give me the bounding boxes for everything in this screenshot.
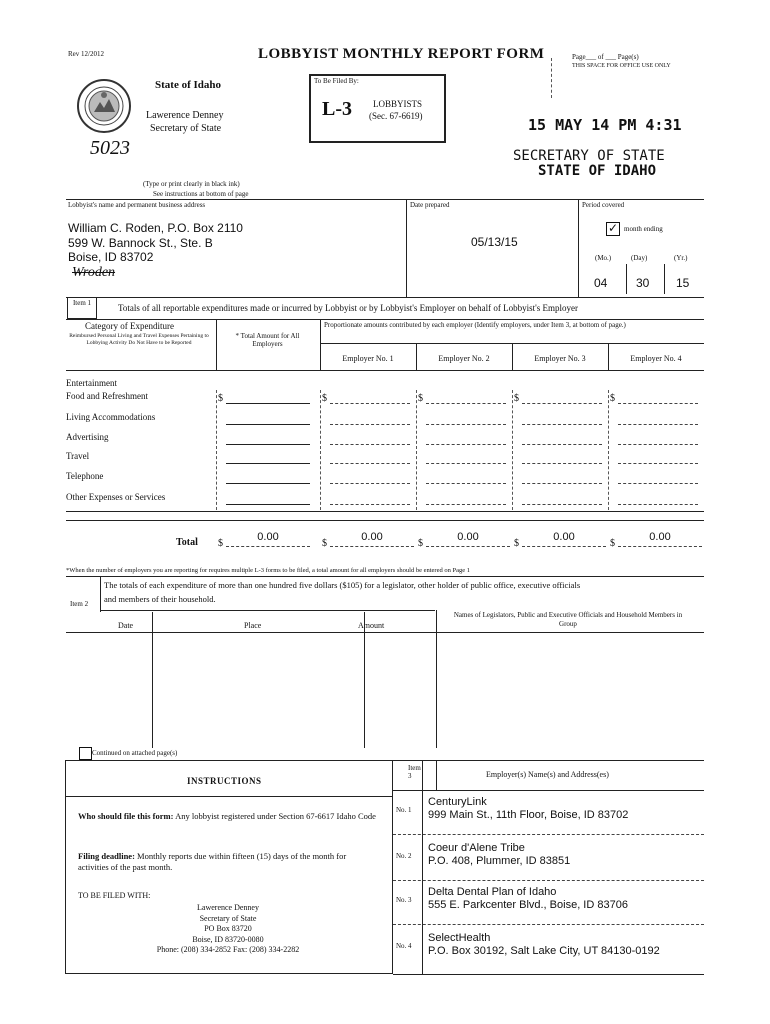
amount-field[interactable] <box>618 463 698 464</box>
amount-field[interactable] <box>426 483 506 484</box>
item2-heading-2: and members of their household. <box>104 594 216 604</box>
amount-field[interactable] <box>426 424 506 425</box>
amount-field[interactable] <box>618 424 698 425</box>
handwritten-file-number: 5023 <box>90 137 130 159</box>
employer-address[interactable]: 999 Main St., 11th Floor, Boise, ID 83702 <box>428 809 629 821</box>
secretary-name: Lawerence Denney <box>146 110 224 121</box>
instructions-note: See instructions at bottom of page <box>153 190 249 198</box>
item2-heading-1: The totals of each expenditure of more than one hundred five dollars ($105) for a legislator, other holder of public office, executive officials <box>104 580 581 590</box>
month-ending-checkbox[interactable]: ✓ <box>607 221 619 235</box>
item1-heading: Totals of all reportable expenditures made or incurred by Lobbyist or by Lobbyist's Employer on behalf of Lobbyist's Employer <box>118 303 579 313</box>
category-food-and-refreshment: Food and Refreshment <box>66 391 148 401</box>
date-prepared-label: Date prepared <box>410 201 450 209</box>
amount-field[interactable] <box>618 444 698 445</box>
dollar-sign: $ <box>514 393 519 404</box>
total-amount-header: * Total Amount for All Employers <box>235 332 300 348</box>
lobbyist-street-line: 599 W. Bannock St., Ste. B <box>68 236 213 250</box>
multi-employer-footnote: *When the number of employers you are reporting for requires multiple L-3 forms to be filed, a total amount for all employers should be entered on Page 1 <box>66 567 470 574</box>
amount-field[interactable] <box>330 483 410 484</box>
amount-field[interactable] <box>426 403 506 404</box>
continued-checkbox[interactable] <box>79 747 92 760</box>
total-dollar-sign: $ <box>610 538 615 549</box>
period-year[interactable]: 15 <box>676 276 690 290</box>
filing-deadline-text: Monthly reports due within fifteen (15) days of the month for activities of the past month. <box>78 851 347 872</box>
lobbyist-address-label: Lobbyist's name and permanent business address <box>68 201 206 209</box>
category-telephone: Telephone <box>66 471 104 481</box>
lobbyist-city-line: Boise, ID 83702 <box>68 250 154 264</box>
category-note: Reimbursed Personal Living and Travel Expenses Pertaining to Lobbying Activity Do Not Have to be Reported <box>69 333 209 346</box>
category-travel: Travel <box>66 451 90 461</box>
dollar-sign: $ <box>610 393 615 404</box>
who-files-text: Any lobbyist registered under Section 67-6617 Idaho Code <box>175 811 376 821</box>
continued-label: Continued on attached page(s) <box>92 749 178 757</box>
filed-with-title: Secretary of State <box>199 913 257 923</box>
filed-with-phone: Phone: (208) 334-2852 Fax: (208) 334-2282 <box>156 945 300 954</box>
amount-field[interactable] <box>426 504 506 505</box>
instructions-title: INSTRUCTIONS <box>187 776 262 786</box>
form-type: LOBBYISTS <box>373 99 423 109</box>
employer-number: No. 1 <box>396 806 412 814</box>
received-stamp-office: SECRETARY OF STATE <box>513 148 665 164</box>
amount-field[interactable] <box>618 483 698 484</box>
amount-field[interactable] <box>522 424 602 425</box>
month-col-label: (Mo.) <box>595 254 612 262</box>
amount-field[interactable] <box>618 504 698 505</box>
item2-col-amount: Amount <box>358 621 385 630</box>
amount-field[interactable] <box>522 463 602 464</box>
dollar-sign: $ <box>418 393 423 404</box>
amount-field[interactable] <box>330 463 410 464</box>
item2-col-date: Date <box>118 621 134 630</box>
month-ending-label: month ending <box>624 225 663 233</box>
filed-with-box: PO Box 83720 <box>204 924 252 933</box>
employer-header-3: Employer No. 3 <box>534 354 586 363</box>
received-stamp-date: 15 MAY 14 PM 4:31 <box>528 116 682 134</box>
amount-field[interactable] <box>426 463 506 464</box>
amount-field[interactable] <box>226 483 310 484</box>
proportionate-header: Proportionate amounts contributed by each employer (Identify employers, under Item 3, at bottom of page.) <box>324 321 626 329</box>
filed-with-label: TO BE FILED WITH: <box>78 891 151 900</box>
total-dollar-sign: $ <box>514 538 519 549</box>
office-use-note: THIS SPACE FOR OFFICE USE ONLY <box>572 63 671 69</box>
employer-name[interactable]: Delta Dental Plan of Idaho <box>428 886 557 898</box>
who-files-label: Who should file this form: <box>78 811 174 821</box>
state-seal-icon <box>76 78 132 134</box>
amount-field[interactable] <box>426 444 506 445</box>
total-dollar-sign: $ <box>218 538 223 549</box>
employer-header-4: Employer No. 4 <box>630 354 682 363</box>
category-other-expenses-or-services: Other Expenses or Services <box>66 492 166 502</box>
item1-label: Item 1 <box>72 299 92 307</box>
employer-name[interactable]: CenturyLink <box>428 796 487 808</box>
amount-field[interactable] <box>330 424 410 425</box>
filed-with-city: Boise, ID 83720-0080 <box>192 934 264 944</box>
item3-header: Employer(s) Name(s) and Address(es) <box>486 770 609 779</box>
amount-field[interactable] <box>226 463 310 464</box>
total-dollar-sign: $ <box>322 538 327 549</box>
amount-field[interactable] <box>522 444 602 445</box>
amount-field[interactable] <box>226 403 310 404</box>
category-header: Category of Expenditure <box>85 321 174 331</box>
amount-field[interactable] <box>226 424 310 425</box>
total-employer-3[interactable]: 0.00 <box>553 531 575 543</box>
amount-field[interactable] <box>522 483 602 484</box>
day-col-label: (Day) <box>631 254 648 262</box>
item2-label: Item 2 <box>70 600 89 608</box>
dollar-sign: $ <box>218 393 223 404</box>
form-code: L-3 <box>322 98 352 120</box>
revision-date: Rev 12/2012 <box>68 50 104 58</box>
employer-header-2: Employer No. 2 <box>438 354 490 363</box>
amount-field[interactable] <box>226 504 310 505</box>
category-living-accommodations: Living Accommodations <box>66 412 156 422</box>
amount-field[interactable] <box>330 403 410 404</box>
employer-address[interactable]: P.O. Box 30192, Salt Lake City, UT 84130-0192 <box>428 945 660 957</box>
period-covered-label: Period covered <box>582 201 625 209</box>
employer-number: No. 4 <box>396 942 412 950</box>
dollar-sign: $ <box>322 393 327 404</box>
total-employer-2[interactable]: 0.00 <box>457 531 479 543</box>
filing-deadline-label: Filing deadline: <box>78 851 135 861</box>
category-advertising: Advertising <box>66 432 109 442</box>
total-dollar-sign: $ <box>418 538 423 549</box>
total-employer-4[interactable]: 0.00 <box>649 531 671 543</box>
total-label: Total <box>176 537 198 548</box>
amount-field[interactable] <box>330 504 410 505</box>
state-name: State of Idaho <box>155 79 222 91</box>
employer-header-1: Employer No. 1 <box>342 354 394 363</box>
amount-field[interactable] <box>226 444 310 445</box>
received-stamp-state: STATE OF IDAHO <box>538 163 657 179</box>
filed-by-label: To Be Filed By: <box>314 77 359 85</box>
category-entertainment: Entertainment <box>66 378 117 388</box>
lobbyist-signature: Wroden <box>72 265 116 280</box>
total-employer-1[interactable]: 0.00 <box>361 531 383 543</box>
employer-name[interactable]: SelectHealth <box>428 932 491 944</box>
period-month[interactable]: 04 <box>594 276 608 290</box>
amount-field[interactable] <box>330 444 410 445</box>
date-prepared-value[interactable]: 05/13/15 <box>471 235 518 249</box>
employer-address[interactable]: 555 E. Parkcenter Blvd., Boise, ID 83706 <box>428 899 628 911</box>
secretary-title: Secretary of State <box>150 123 222 134</box>
page-count-line: Page___ of ___ Page(s) <box>572 53 639 61</box>
year-col-label: (Yr.) <box>674 254 688 262</box>
lobbyist-name-line: William C. Roden, P.O. Box 2110 <box>68 221 243 235</box>
amount-field[interactable] <box>522 504 602 505</box>
item3-label: Item 3 <box>408 764 421 780</box>
filed-with-name: Lawerence Denney <box>197 903 259 912</box>
employer-number: No. 2 <box>396 852 412 860</box>
form-title: LOBBYIST MONTHLY REPORT FORM <box>258 46 545 62</box>
employer-number: No. 3 <box>396 896 412 904</box>
item2-col-place: Place <box>244 621 262 630</box>
item2-col-names: Names of Legislators, Public and Executive Officials and Household Members in Group <box>453 611 683 628</box>
period-day[interactable]: 30 <box>636 276 650 290</box>
form-section: (Sec. 67-6619) <box>369 111 423 121</box>
ink-note: (Type or print clearly in black ink) <box>143 180 240 188</box>
employer-name[interactable]: Coeur d'Alene Tribe <box>428 842 525 854</box>
total-all-employers[interactable]: 0.00 <box>257 531 279 543</box>
amount-field[interactable] <box>618 403 698 404</box>
employer-address[interactable]: P.O. 408, Plummer, ID 83851 <box>428 855 571 867</box>
amount-field[interactable] <box>522 403 602 404</box>
